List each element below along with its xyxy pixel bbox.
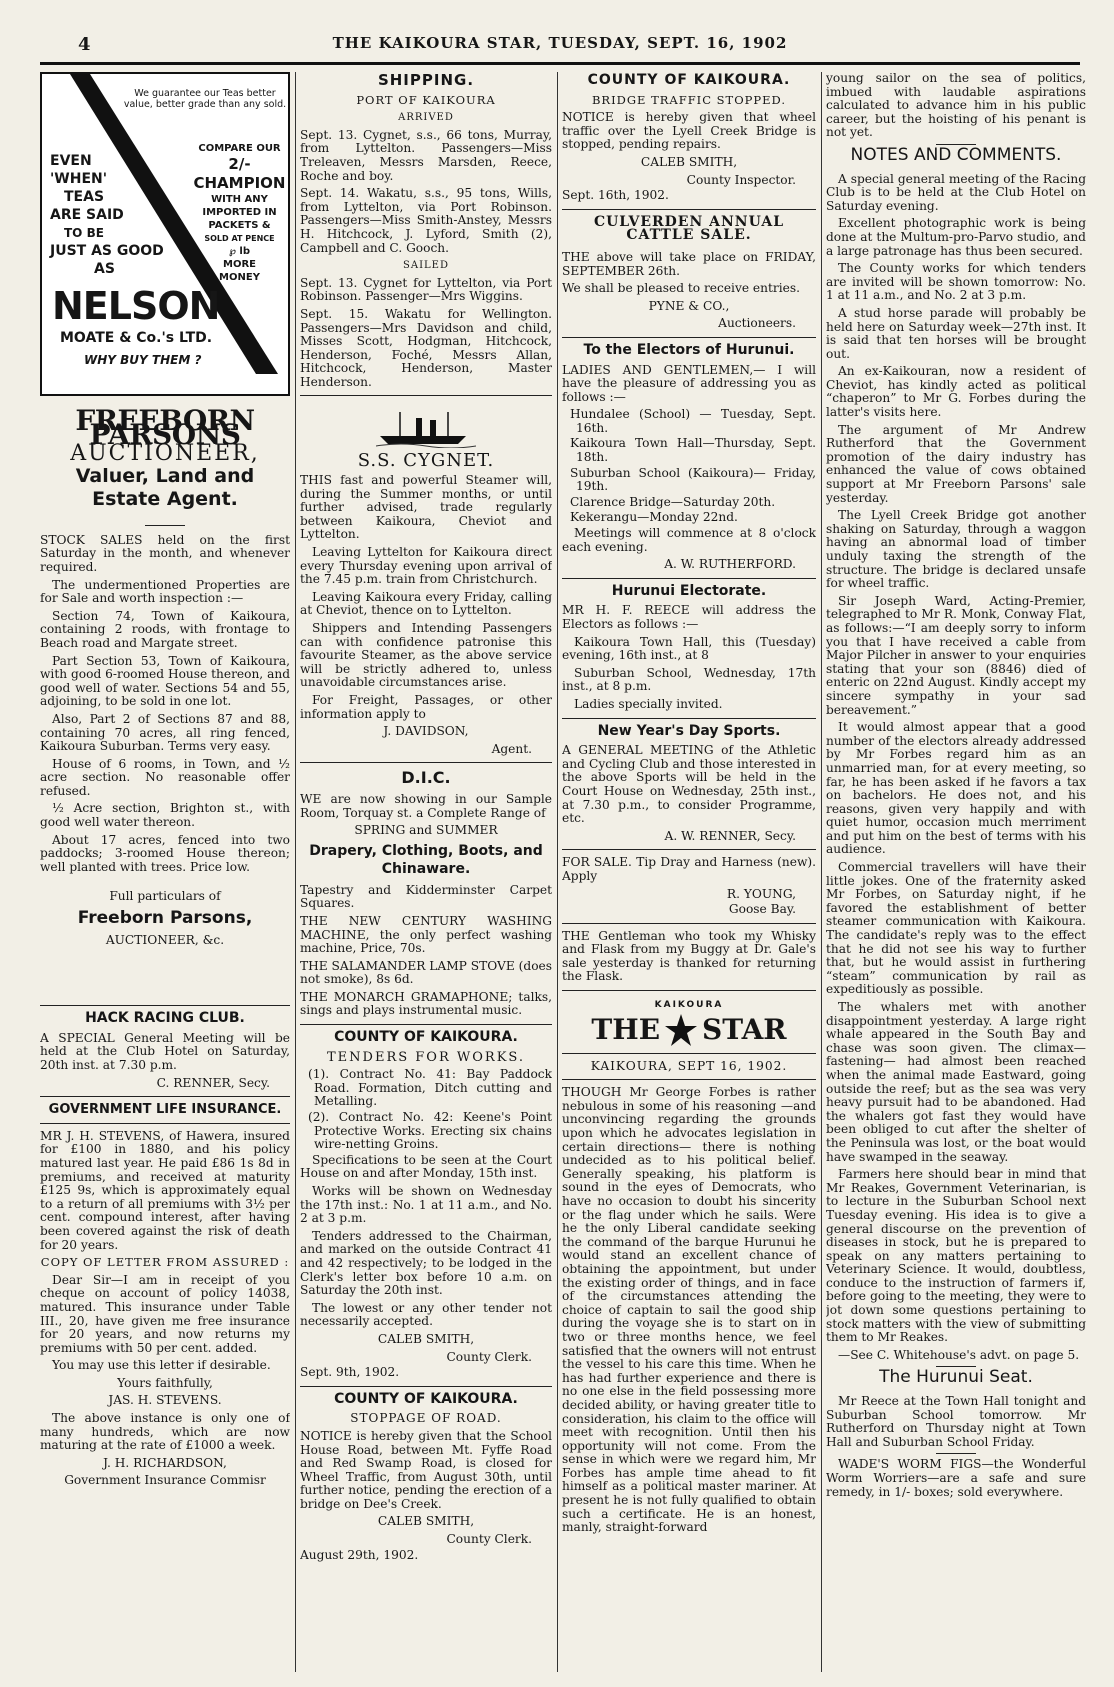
culverden-sig: PYNE & CO., bbox=[648, 298, 730, 313]
note-item: The whalers met with another disappointment yesterday. A large right whale appeared in the South Bay and chase was soon given. The climax—fastening— had almost been reached when the animal made Eastward, going outside the reef; but as the sea was very heavy pursuit had to be abandoned. Had the whalers got fast they would have been obliged to cut after the shelter of the Peninsula was lost, or the boat would have swamped in the seaway. bbox=[826, 1000, 1086, 1164]
divider bbox=[40, 1096, 290, 1097]
ad-tagline: We guarantee our Teas better value, better grade than any sold. bbox=[123, 88, 287, 110]
shipping-entry: Sept. 13. Cygnet for Lyttelton, via Port Robinson. Passenger—Mrs Wiggins. bbox=[300, 275, 552, 304]
freeborn-para: STOCK SALES held on the first Saturday in the month, and whenever required. bbox=[40, 532, 290, 574]
divider bbox=[562, 209, 816, 210]
shipping-entry: Sept. 14. Wakatu, s.s., 95 tons, Wills, from Lyttelton, via Port Robinson. Passengers—Miss Smith-Anstey, Messrs H. Hitchcock, J. Lyford, Smith (2), Campbell and C. Gooch. bbox=[300, 186, 552, 255]
gov-heading: GOVERNMENT LIFE INSURANCE. bbox=[48, 1102, 282, 1118]
bridge-sig: CALEB SMITH, bbox=[640, 154, 738, 169]
freeborn-para: House of 6 rooms, in Town, and ½ acre section. No reasonable offer refused. bbox=[40, 756, 290, 798]
hack-heading: HACK RACING CLUB. bbox=[85, 1010, 245, 1027]
wade-ad: WADE'S WORM FIGS—the Wonderful Worm Worriers—are a safe and sure remedy, in 1/- boxes; sold everywhere. bbox=[826, 1457, 1086, 1499]
electors-meet: Meetings will commence at 8 o'clock each evening. bbox=[562, 526, 816, 554]
note-item: Excellent photographic work is being done at the Multum-pro-Parvo studio, and a large patronage has thus been secured. bbox=[826, 216, 1086, 258]
forsale-sig: R. YOUNG, bbox=[726, 886, 796, 901]
stoppage-body: NOTICE is hereby given that the School House Road, between Mt. Fyffe Road and Red Swamp Road, is closed for Wheel Traffic, from August 30th, until further notice, pending the erection of a bridge on Dee's Creek. bbox=[300, 1428, 552, 1511]
cygnet-para: Shippers and Intending Passengers can with confidence patronise this favourite Steamer, as the above service will be strictly adhered to, unless unavoidable circumstances arise. bbox=[300, 621, 552, 690]
tenders-sub: TENDERS FOR WORKS. bbox=[327, 1049, 525, 1065]
divider bbox=[562, 990, 816, 991]
star-dateline: KAIKOURA, SEPT 16, 1902. bbox=[590, 1058, 788, 1073]
hurunui-item: Suburban School, Wednesday, 17th inst., at 8 p.m. bbox=[562, 665, 816, 694]
column-1 bbox=[40, 72, 290, 1672]
column-divider bbox=[557, 72, 558, 1672]
note-item: Sir Joseph Ward, Acting-Premier, telegraphed to Mr R. Monk, Conway Flat, as follows:—“I am deeply sorry to inform you that I have received a cable from Major Pilcher in answer to your enquiries stating that your son (8846) died of enteric on 22nd August. Kindly accept my sincere sympathy in your sad bereavement.” bbox=[826, 593, 1086, 717]
divider bbox=[300, 762, 552, 763]
hurunui-heading: Hurunui Electorate. bbox=[611, 582, 767, 599]
divider bbox=[300, 1024, 552, 1025]
stoppage-sub: STOPPAGE OF ROAD. bbox=[350, 1411, 502, 1426]
divider bbox=[40, 1123, 290, 1124]
cygnet-para: THIS fast and powerful Steamer will, during the Summer months, or until further advised, trade regularly between Kaikoura, Cheviot and Lyttelton. bbox=[300, 473, 552, 542]
divider bbox=[562, 849, 816, 850]
freeborn-para: Section 74, Town of Kaikoura, containing 2 roods, with frontage to Beach road and Margate street. bbox=[40, 608, 290, 650]
freeborn-full: Full particulars of bbox=[109, 889, 221, 904]
note-item: An ex-Kaikouran, now a resident of Cheviot, has kindly acted as political “chaperon” to Mr G. Forbes during the latter's visits here. bbox=[826, 364, 1086, 420]
hurunui-item: Ladies specially invited. bbox=[574, 696, 723, 711]
bridge-heading: COUNTY OF KAIKOURA. bbox=[587, 72, 791, 88]
tenders-date: Sept. 9th, 1902. bbox=[300, 1365, 400, 1380]
masthead bbox=[40, 28, 1080, 68]
ad-brand: NELSON bbox=[52, 284, 220, 328]
hack-body: A SPECIAL General Meeting will be held at the Club Hotel on Saturday, 20th inst. at 7.30 p.m. bbox=[40, 1030, 290, 1072]
stoppage-sig2: County Clerk. bbox=[446, 1532, 532, 1547]
logo-top-text: KAIKOURA bbox=[654, 1000, 724, 1011]
bridge-sig2: County Inspector. bbox=[686, 172, 796, 187]
divider bbox=[562, 578, 816, 579]
column-divider bbox=[295, 72, 296, 1672]
tender-item: (2). Contract No. 42: Keene's Point Protective Works. Erecting six chains wire-netting Groins. bbox=[308, 1110, 552, 1152]
divider bbox=[562, 923, 816, 924]
note-item: The argument of Mr Andrew Rutherford that the Government promotion of the dairy industry has enhanced the value of cows obtained support at Mr Freeborn Parsons' sale yesterday. bbox=[826, 422, 1086, 505]
tenders-para: Specifications to be seen at the Court House on and after Monday, 15th inst. bbox=[300, 1152, 552, 1181]
divider bbox=[562, 1053, 816, 1054]
ad-left-text: EVEN 'WHEN' TEAS ARE SAID TO BE JUST AS GOOD AS bbox=[50, 153, 164, 277]
logo-right-text: STAR bbox=[702, 1012, 787, 1046]
dic-intro: WE are now showing in our Sample Room, Torquay st. a Complete Range of bbox=[300, 791, 552, 820]
nelson-tea-ad bbox=[40, 72, 290, 396]
cygnet-sig: J. DAVIDSON, bbox=[383, 724, 469, 739]
cygnet-heading: S.S. CYGNET. bbox=[357, 450, 495, 472]
freeborn-title: AUCTIONEER, bbox=[70, 441, 260, 467]
shipping-sailed: SAILED bbox=[403, 260, 449, 272]
freeborn-para: ½ Acre section, Brighton st., with good well water thereon. bbox=[40, 801, 290, 830]
gov-copy-heading: COPY OF LETTER FROM ASSURED : bbox=[40, 1255, 290, 1270]
freeborn-para: The undermentioned Properties are for Sale and worth inspection :— bbox=[40, 577, 290, 606]
electors-sig: A. W. RUTHERFORD. bbox=[664, 557, 796, 572]
electors-item: Hundalee (School) — Tuesday, Sept. 16th. bbox=[570, 407, 816, 435]
shipping-arrived: ARRIVED bbox=[398, 112, 454, 124]
column-4 bbox=[826, 72, 1086, 1672]
ad-right-text: COMPARE OUR 2/- CHAMPION WITH ANY IMPORTED IN PACKETS & SOLD AT PENCE ℘ lb MORE MONEY bbox=[193, 143, 286, 283]
masthead-rule bbox=[40, 62, 1080, 65]
editorial-body: THOUGH Mr George Forbes is rather nebulous in some of his reasoning —and unconvincing regarding the grounds upon which he advocates legislation in certain directions— there is nothing undecided as to his political belief. Generally speaking, his platform is sound in the eyes of Democrats, who have no occasion to doubt his sincerity or the flag under which he sails. Were he the only Liberal candidate seeking the command of the barque Hurunui he would stand an excellent chance of obtaining the appointment, but under the existing order of things, and in face of the circumstances attending the choice of captain to sail the good ship during the voyage she is to start on in two or three months hence, we feel satisfied that the owners will not entrust the vessel to his care this time. When he has had further experience and there is no one else in the field possessing more decided ability, or having greater title to consideration, his claim to the office will meet with recognition. Until then his opportunity will not come. From the sense in which were we regard him, Mr Forbes has ample time ahead to fit himself as a political master mariner. At present he is not fully qualified to obtain such a certificate. He is an honest, manly, straight-forward bbox=[562, 1085, 816, 1535]
ad-company: MOATE & Co.'s LTD. bbox=[60, 330, 213, 346]
bridge-date: Sept. 16th, 1902. bbox=[562, 188, 669, 203]
hurunui-body: MR H. F. REECE will address the Electors as follows :— bbox=[562, 603, 816, 631]
freeborn-para: Part Section 53, Town of Kaikoura, with good 6-roomed House thereon, and good well of water. Sections 54 and 55, adjoining, to be sold in one lot. bbox=[40, 653, 290, 709]
tenders-heading: COUNTY OF KAIKOURA. bbox=[334, 1029, 518, 1046]
electors-heading: To the Electors of Hurunui. bbox=[583, 341, 795, 358]
page-number: 4 bbox=[78, 34, 91, 55]
tenders-para: The lowest or any other tender not necessarily accepted. bbox=[300, 1300, 552, 1329]
cygnet-para: Leaving Lyttelton for Kaikoura direct every Thursday evening upon arrival of the 7.45 p.m. train from Christchurch. bbox=[300, 545, 552, 587]
cygnet-para: Leaving Kaikoura every Friday, calling at Cheviot, thence on to Lyttelton. bbox=[300, 589, 552, 618]
seat-heading: The Hurunui Seat. bbox=[879, 1367, 1033, 1388]
divider bbox=[145, 525, 185, 526]
editorial-continuation: young sailor on the sea of politics, imbued with laudable aspirations calculated to advance him in his public career, but the hoisting of his penant is not yet. bbox=[826, 72, 1086, 140]
divider bbox=[300, 1386, 552, 1387]
note-item: A special general meeting of the Racing Club is to be held at the Club Hotel on Saturday evening. bbox=[826, 171, 1086, 213]
freeborn-para: Also, Part 2 of Sections 87 and 88, containing 70 acres, all ring fenced, Kaikoura Suburban. Terms very easy. bbox=[40, 711, 290, 754]
gov-closing: The above instance is only one of many hundreds, which are now maturing at the rate of £1000 a week. bbox=[40, 1411, 290, 1453]
column-3 bbox=[562, 72, 816, 1672]
newyear-body: A GENERAL MEETING of the Athletic and Cycling Club and those interested in the above Sports will be held in the Court House on Wednesday, 25th inst., at 7.30 p.m., to consider Programme, etc. bbox=[562, 743, 816, 826]
freeborn-name: FREEBORN PARSONS bbox=[75, 404, 255, 451]
bridge-body: NOTICE is hereby given that wheel traffic over the Lyell Creek Bridge is stopped, pending repairs. bbox=[562, 110, 816, 152]
culverden-body: THE above will take place on FRIDAY, SEPTEMBER 26th. bbox=[562, 249, 816, 278]
electors-item: Kaikoura Town Hall—Thursday, Sept. 18th. bbox=[570, 436, 816, 465]
logo-left-text: THE bbox=[591, 1012, 661, 1046]
the-star-logo bbox=[562, 999, 816, 1047]
tenders-sig2: County Clerk. bbox=[446, 1349, 532, 1364]
tenders-para: Tenders addressed to the Chairman, and marked on the outside Contract 41 and 42 respectively; to be lodged in the Clerk's letter box before 10 a.m. on Saturday the 20th inst. bbox=[300, 1228, 552, 1298]
freeborn-sig-title: AUCTIONEER, &c. bbox=[105, 932, 225, 947]
gov-sig2: J. H. RICHARDSON, bbox=[103, 1455, 227, 1470]
divider bbox=[562, 337, 816, 338]
freeborn-sub: Valuer, Land and Estate Agent. bbox=[75, 464, 255, 510]
divider bbox=[300, 395, 552, 396]
note-item: The County works for which tenders are invited will be shown tomorrow: No. 1 at 11 a.m., and No. 2 at 3 p.m. bbox=[826, 261, 1086, 303]
forsale-body: FOR SALE. Tip Dray and Harness (new). Apply bbox=[562, 855, 816, 883]
masthead-title: THE KAIKOURA STAR, TUESDAY, SEPT. 16, 1902 bbox=[332, 34, 788, 52]
seat-body: Mr Reece at the Town Hall tonight and Suburban School tomorrow. Mr Rutherford on Thursday night at Town Hall and Suburban School Friday. bbox=[826, 1394, 1086, 1449]
culverden-sig2: Auctioneers. bbox=[718, 316, 796, 331]
note-item: It would almost appear that a good number of the electors already addressed by Mr Forbes regard him as an unmarried man, for at every meeting, so far, he has been asked if he favors a tax on bachelors. He does not, and his reasons, given very happily and with quiet humor, occasion much merriment and put him on the best of terms with his audience. bbox=[826, 720, 1086, 857]
dic-goods: Drapery, Clothing, Boots, and Chinaware. bbox=[309, 842, 543, 877]
hurunui-item: Kaikoura Town Hall, this (Tuesday) evening, 16th inst., at 8 bbox=[562, 634, 816, 663]
gov-sig1: JAS. H. STEVENS. bbox=[108, 1393, 222, 1408]
hack-sig: C. RENNER, Secy. bbox=[156, 1075, 270, 1090]
gov-letter: You may use this letter if desirable. bbox=[52, 1358, 271, 1373]
divider bbox=[40, 1005, 290, 1006]
divider bbox=[562, 718, 816, 719]
stoppage-sig: CALEB SMITH, bbox=[377, 1514, 475, 1529]
bridge-sub: BRIDGE TRAFFIC STOPPED. bbox=[591, 92, 786, 107]
star-icon bbox=[664, 1013, 698, 1047]
freeborn-sig-name: Freeborn Parsons, bbox=[77, 908, 253, 929]
cygnet-para: For Freight, Passages, or other information apply to bbox=[300, 692, 552, 721]
dic-season: SPRING and SUMMER bbox=[354, 823, 498, 838]
column-divider bbox=[821, 72, 822, 1672]
forsale-sig2: Goose Bay. bbox=[728, 902, 796, 917]
note-item: The Lyell Creek Bridge got another shaking on Saturday, through a waggon having an abnormal load of timber unduly taxing the strength of the structure. The bridge is declared unsafe for wheel traffic. bbox=[826, 508, 1086, 591]
note-item: Commercial travellers will have their little jokes. One of the fraternity asked Mr Forbes, on Saturday night, if he favored the establishment of better steamer communication with Kaikoura. The candidate's reply was to the effect that he did not see his way to further that, but he would assist in furthering “steam” communication by rail as expeditiously as possible. bbox=[826, 860, 1086, 997]
culverden-heading: CULVERDEN ANNUAL CATTLE SALE. bbox=[593, 213, 785, 244]
shipping-entry: Sept. 13. Cygnet, s.s., 66 tons, Murray, from Lyttelton. Passengers—Miss Treleaven, Messrs Marsden, Reece, Roche and boy. bbox=[300, 127, 552, 183]
stoppage-date: August 29th, 1902. bbox=[300, 1547, 419, 1562]
column-2 bbox=[300, 72, 552, 1672]
tenders-sig: CALEB SMITH, bbox=[377, 1331, 475, 1346]
shipping-heading: SHIPPING. bbox=[377, 72, 475, 89]
freeborn-para: About 17 acres, fenced into two paddocks; 3-roomed House thereon; well planted with trees. Price low. bbox=[40, 832, 290, 874]
tender-item: (1). Contract No. 41: Bay Paddock Road. Formation, Ditch cutting and Metalling. bbox=[308, 1067, 552, 1109]
ad-slogan: WHY BUY THEM ? bbox=[84, 353, 202, 367]
steamship-icon bbox=[376, 408, 476, 448]
newyear-sig: A. W. RENNER, Secy. bbox=[664, 828, 796, 843]
culverden-body2: We shall be pleased to receive entries. bbox=[562, 281, 800, 296]
gentleman-body: THE Gentleman who took my Whisky and Flask from my Buggy at Dr. Gale's sale yesterday is thanked for returning the Flask. bbox=[562, 928, 816, 984]
electors-item: Suburban School (Kaikoura)— Friday, 19th. bbox=[570, 465, 816, 494]
electors-item: Clarence Bridge—Saturday 20th. bbox=[570, 494, 776, 509]
gov-letter: Dear Sir—I am in receipt of you cheque on account of policy 14038, matured. This insurance under Table III., 20, have given me free insurance for 20 years, and now returns my premiums with 50 per cent. added. bbox=[40, 1272, 290, 1355]
shipping-entry: Sept. 15. Wakatu for Wellington. Passengers—Mrs Davidson and child, Misses Scott, Hodgman, Hitchcock, Henderson, Foché, Messrs Allan, Hitchcock, Henderson, Master Henderson. bbox=[300, 306, 552, 389]
electors-body: LADIES AND GENTLEMEN,— I will have the pleasure of addressing you as follows :— bbox=[562, 362, 816, 404]
divider bbox=[936, 1453, 976, 1454]
dic-item: THE NEW CENTURY WASHING MACHINE, the only perfect washing machine, Price, 70s. bbox=[300, 913, 552, 956]
dic-heading: D.I.C. bbox=[401, 768, 451, 788]
notes-heading: NOTES AND COMMENTS. bbox=[850, 144, 1062, 165]
electors-item: Kekerangu—Monday 22nd. bbox=[570, 510, 738, 525]
shipping-port: PORT OF KAIKOURA bbox=[356, 92, 496, 107]
tenders-para: Works will be shown on Wednesday the 17th inst.: No. 1 at 11 a.m., and No. 2 at 3 p.m. bbox=[300, 1184, 552, 1226]
dic-item: THE SALAMANDER LAMP STOVE (does not smoke), 8s 6d. bbox=[300, 958, 552, 987]
gov-sig2b: Government Insurance Commisr bbox=[64, 1473, 266, 1488]
newyear-heading: New Year's Day Sports. bbox=[597, 722, 781, 739]
note-item: A stud horse parade will probably be held here on Saturday week—27th inst. It is said that ten horses will be brought out. bbox=[826, 305, 1086, 361]
divider bbox=[562, 1079, 816, 1080]
gov-yours: Yours faithfully, bbox=[117, 1375, 213, 1390]
cygnet-sig2: Agent. bbox=[491, 741, 532, 756]
gov-body: MR J. H. STEVENS, of Hawera, insured for £100 in 1880, and his policy matured last year. He paid £86 1s 8d in premiums, and received at maturity £125 9s, which is approximately equal to a return of all premiums with 3½ per cent. compound interest, after having been covered against the risk of death for 20 years. bbox=[40, 1128, 290, 1252]
dic-item: Tapestry and Kidderminster Carpet Squares. bbox=[300, 882, 552, 911]
note-item: —See C. Whitehouse's advt. on page 5. bbox=[838, 1347, 1080, 1362]
note-item: Farmers here should bear in mind that Mr Reakes, Government Veterinarian, is to lecture in the Suburban School next Tuesday evening. His idea is to give a general discourse on the prevention of diseases in stock, but he is prepared to speak on any matters pertaining to Veterinary Science. It would, doubtless, conduce to the instruction of farmers if, before going to the meeting, they were to jot down some questions pertaining to stock matters with the view of submitting them to Mr Reakes. bbox=[826, 1167, 1086, 1345]
dic-item: THE MONARCH GRAMAPHONE; talks, sings and plays instrumental music. bbox=[300, 989, 552, 1018]
stoppage-heading: COUNTY OF KAIKOURA. bbox=[334, 1390, 518, 1407]
